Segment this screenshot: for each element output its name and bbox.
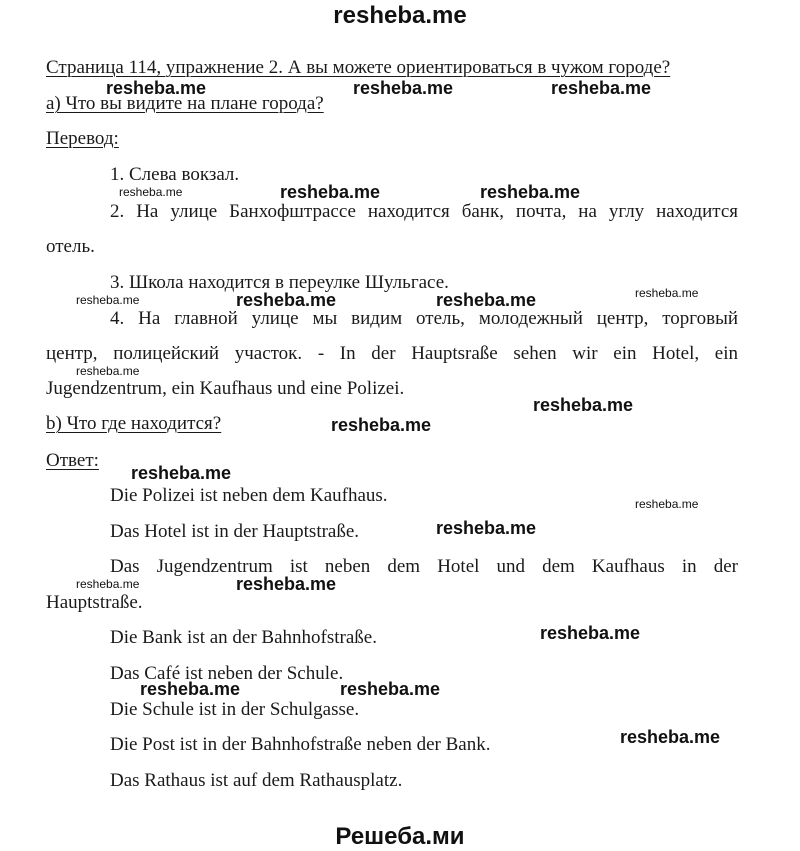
watermark-small: resheba.me [76, 364, 140, 378]
answer-line-6: Die Schule ist in der Schulgasse. [110, 699, 360, 720]
watermark-small: resheba.me [76, 293, 140, 307]
watermark: resheba.me [436, 518, 537, 538]
watermark: resheba.me [533, 395, 634, 415]
translation-label: Перевод: [46, 128, 119, 149]
site-title: resheba.me [333, 2, 467, 29]
watermark-small: resheba.me [76, 577, 140, 591]
answer-line-5: Das Café ist neben der Schule. [110, 663, 344, 684]
answer-line-3-cont: Hauptstraße. [46, 592, 143, 613]
answer-line-2: Das Hotel ist in der Hauptstraße. [110, 521, 360, 542]
watermark: resheba.me [436, 290, 537, 310]
watermark: resheba.me [551, 78, 652, 98]
watermark: resheba.me [331, 415, 432, 435]
translation-item-4-end: Jugendzentrum, ein Kaufhaus und eine Polizei. [46, 378, 405, 399]
watermark: resheba.me [340, 679, 441, 699]
watermark: resheba.me [236, 574, 337, 594]
exercise-title: Страница 114, упражнение 2. А вы можете ориентироваться в чужом городе? [46, 57, 671, 78]
translation-item-1: 1. Слева вокзал. [110, 164, 240, 185]
answer-line-4: Die Bank ist an der Bahnhofstraße. [110, 627, 377, 648]
translation-item-2: 2. На улице Банхофштрассе находится банк, почта, на углу находится [110, 201, 738, 222]
watermark: resheba.me [106, 78, 207, 98]
part-a-question: а) Что вы видите на плане города? [46, 93, 324, 114]
watermark-small: resheba.me [635, 497, 699, 511]
watermark-small: resheba.me [119, 185, 183, 199]
translation-item-2-cont: отель. [46, 236, 95, 257]
translation-item-4: 4. На главной улице мы видим отель, молодежный центр, торговый [110, 308, 738, 329]
answer-line-8: Das Rathaus ist auf dem Rathausplatz. [110, 770, 403, 791]
answer-line-7: Die Post ist in der Bahnhofstraße neben der Bank. [110, 734, 491, 755]
translation-item-3: 3. Школа находится в переулке Шульгасе. [110, 272, 449, 293]
watermark: resheba.me [353, 78, 454, 98]
watermark-small: resheba.me [635, 286, 699, 300]
part-b-question: b) Что где находится? [46, 413, 222, 434]
answer-line-1: Die Polizei ist neben dem Kaufhaus. [110, 485, 388, 506]
watermark: resheba.me [280, 182, 381, 202]
watermark: resheba.me [540, 623, 641, 643]
answer-label: Ответ: [46, 450, 99, 471]
watermark: resheba.me [620, 727, 721, 747]
watermark: resheba.me [236, 290, 337, 310]
translation-item-4-cont: центр, полицейский участок. - In der Hauptsraße sehen wir ein Hotel, ein [46, 343, 738, 364]
watermark: resheba.me [140, 679, 241, 699]
answer-line-3: Das Jugendzentrum ist neben dem Hotel und dem Kaufhaus in der [110, 556, 738, 577]
footer-brand: Решеба.ми [335, 823, 465, 850]
watermark: resheba.me [131, 463, 232, 483]
watermark: resheba.me [480, 182, 581, 202]
